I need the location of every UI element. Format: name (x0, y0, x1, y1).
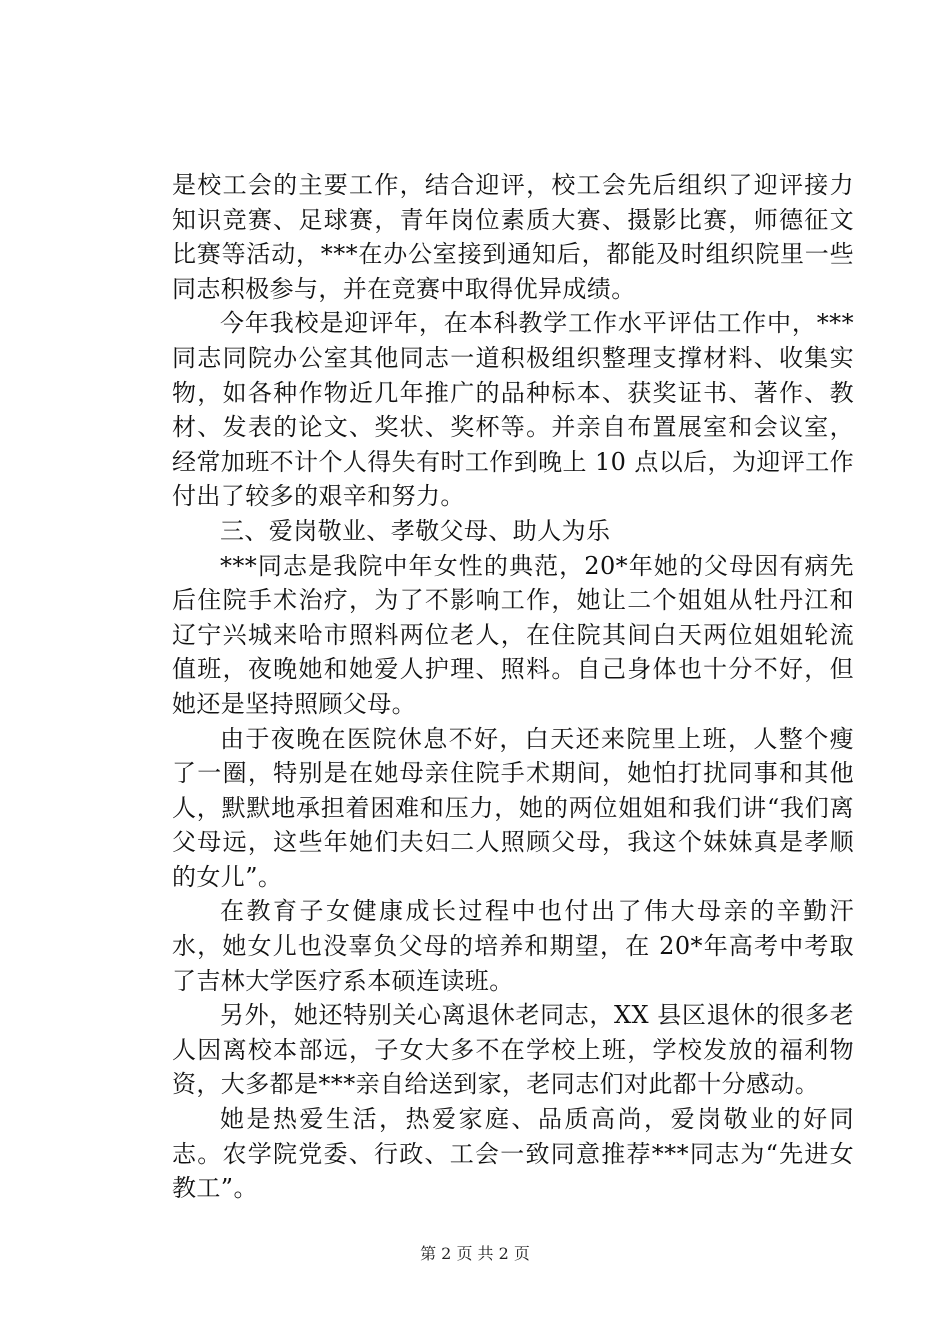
paragraph-continuation: 是校工会的主要工作，结合迎评，校工会先后组织了迎评接力知识竞赛、足球赛，青年岗位素质大赛、摄影比赛，师德征文比赛等活动，***在办公室接到通知后，都能及时组织院里一些同志积极参与，并在竞赛中取得优异成绩。 (172, 171, 854, 303)
paragraph-retirees: 另外，她还特别关心离退休老同志，XX 县区退休的很多老人因离校本部远，子女大多不在学校上班，学校发放的福利物资，大多都是***亲自给送到家，老同志们对此都十分感动。 (172, 1001, 854, 1099)
paragraph-evaluation-work: 今年我校是迎评年，在本科教学工作水平评估工作中，***同志同院办公室其他同志一道积极组织整理支撑材料、收集实物，如各种作物近几年推广的品种标本、获奖证书、著作、教材、发表的论文、奖状、奖杯等。并亲自布置展室和会议室，经常加班不计个人得失有时工作到晚上 10 点以后，为迎评工作付出了较多的艰辛和努力。 (172, 309, 854, 511)
paragraph-caring-parents: ***同志是我院中年女性的典范，20*年她的父母因有病先后住院手术治疗，为了不影响工作，她让二个姐姐从牡丹江和辽宁兴城来哈市照料两位老人，在住院其间白天两位姐姐轮流值班，夜晚她和她爱人护理、照料。自己身体也十分不好，但她还是坚持照顾父母。 (172, 551, 854, 718)
paragraph-child-education: 在教育子女健康成长过程中也付出了伟大母亲的辛勤汗水，她女儿也没辜负父母的培养和期望，在 20*年高考中考取了吉林大学医疗系本硕连读班。 (172, 897, 854, 995)
paragraph-hospital-nights: 由于夜晚在医院休息不好，白天还来院里上班，人整个瘦了一圈，特别是在她母亲住院手术期间，她怕打扰同事和其他人，默默地承担着困难和压力，她的两位姐姐和我们讲“我们离父母远，这些年她们夫妇二人照顾父母，我这个妹妹真是孝顺的女儿”。 (172, 724, 854, 891)
paragraph-conclusion: 她是热爱生活，热爱家庭、品质高尚，爱岗敬业的好同志。农学院党委、行政、工会一致同意推荐***同志为“先进女教工”。 (172, 1105, 854, 1203)
page-footer: 第 2 页 共 2 页 (420, 1244, 530, 1263)
section-heading-3: 三、爱岗敬业、孝敬父母、助人为乐 (220, 516, 611, 545)
document-body (172, 168, 854, 1206)
